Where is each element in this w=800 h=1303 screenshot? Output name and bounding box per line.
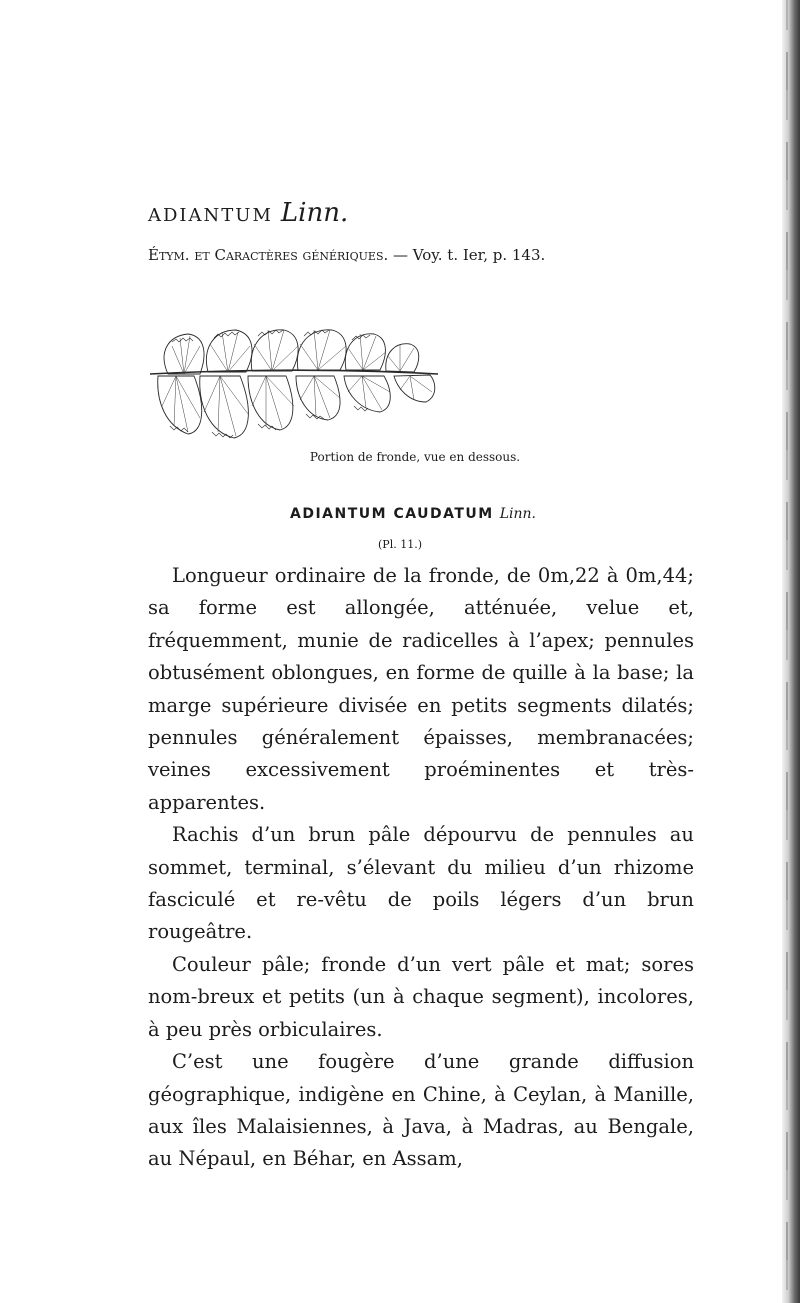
frond-illustration (148, 322, 443, 447)
paragraph-frond-description: Longueur ordinaire de la fronde, de 0m,22 à 0m,44; sa forme est allongée, atténuée, velue et, fréquemment, munie de radicelles à l’apex; pennules obtusément oblongues, en forme de quille à la base; la marge supérieure divisée en petits segments dilatés; pennules généralement épaisses, membranacées; veines excessivement proéminentes et très-apparentes. (148, 564, 694, 814)
figure-caption: Portion de fronde, vue en dessous. (309, 450, 521, 464)
etymology-reference (148, 246, 545, 264)
etymology-volume-ref: — Voy. t. Ier, p. 143. (393, 246, 546, 264)
paragraph-distribution: C’est une fougère d’une grande diffusion géographique, indigène en Chine, à Ceylan, à Manille, aux îles Malaisiennes, à Java, à Madras, au Bengale, au Népaul, en Béhar, en Assam, (148, 1050, 694, 1171)
paragraph-color: Couleur pâle; fronde d’un vert pâle et mat; sores nom-breux et petits (un à chaque segment), incolores, à peu près orbiculaires. (148, 952, 694, 1041)
etymology-prefix: Étym. et Caractères génériques. (148, 246, 389, 264)
paragraph-rachis: Rachis d’un brun pâle dépourvu de pennules au sommet, terminal, s’élevant du milieu d’un rhizome fasciculé et re-vêtu de poils légers d’un brun rougeâtre. (148, 823, 694, 944)
species-author: Linn. (499, 506, 536, 522)
plate-reference: (Pl. 11.) (378, 538, 422, 551)
page-binding-edge (782, 0, 800, 1303)
species-name: ADIANTUM CAUDATUM (290, 506, 494, 522)
genus-author: Linn. (280, 198, 349, 228)
genus-heading (148, 198, 348, 228)
genus-name: adiantum (148, 198, 273, 228)
description-text (148, 560, 694, 1176)
species-heading (0, 506, 800, 522)
